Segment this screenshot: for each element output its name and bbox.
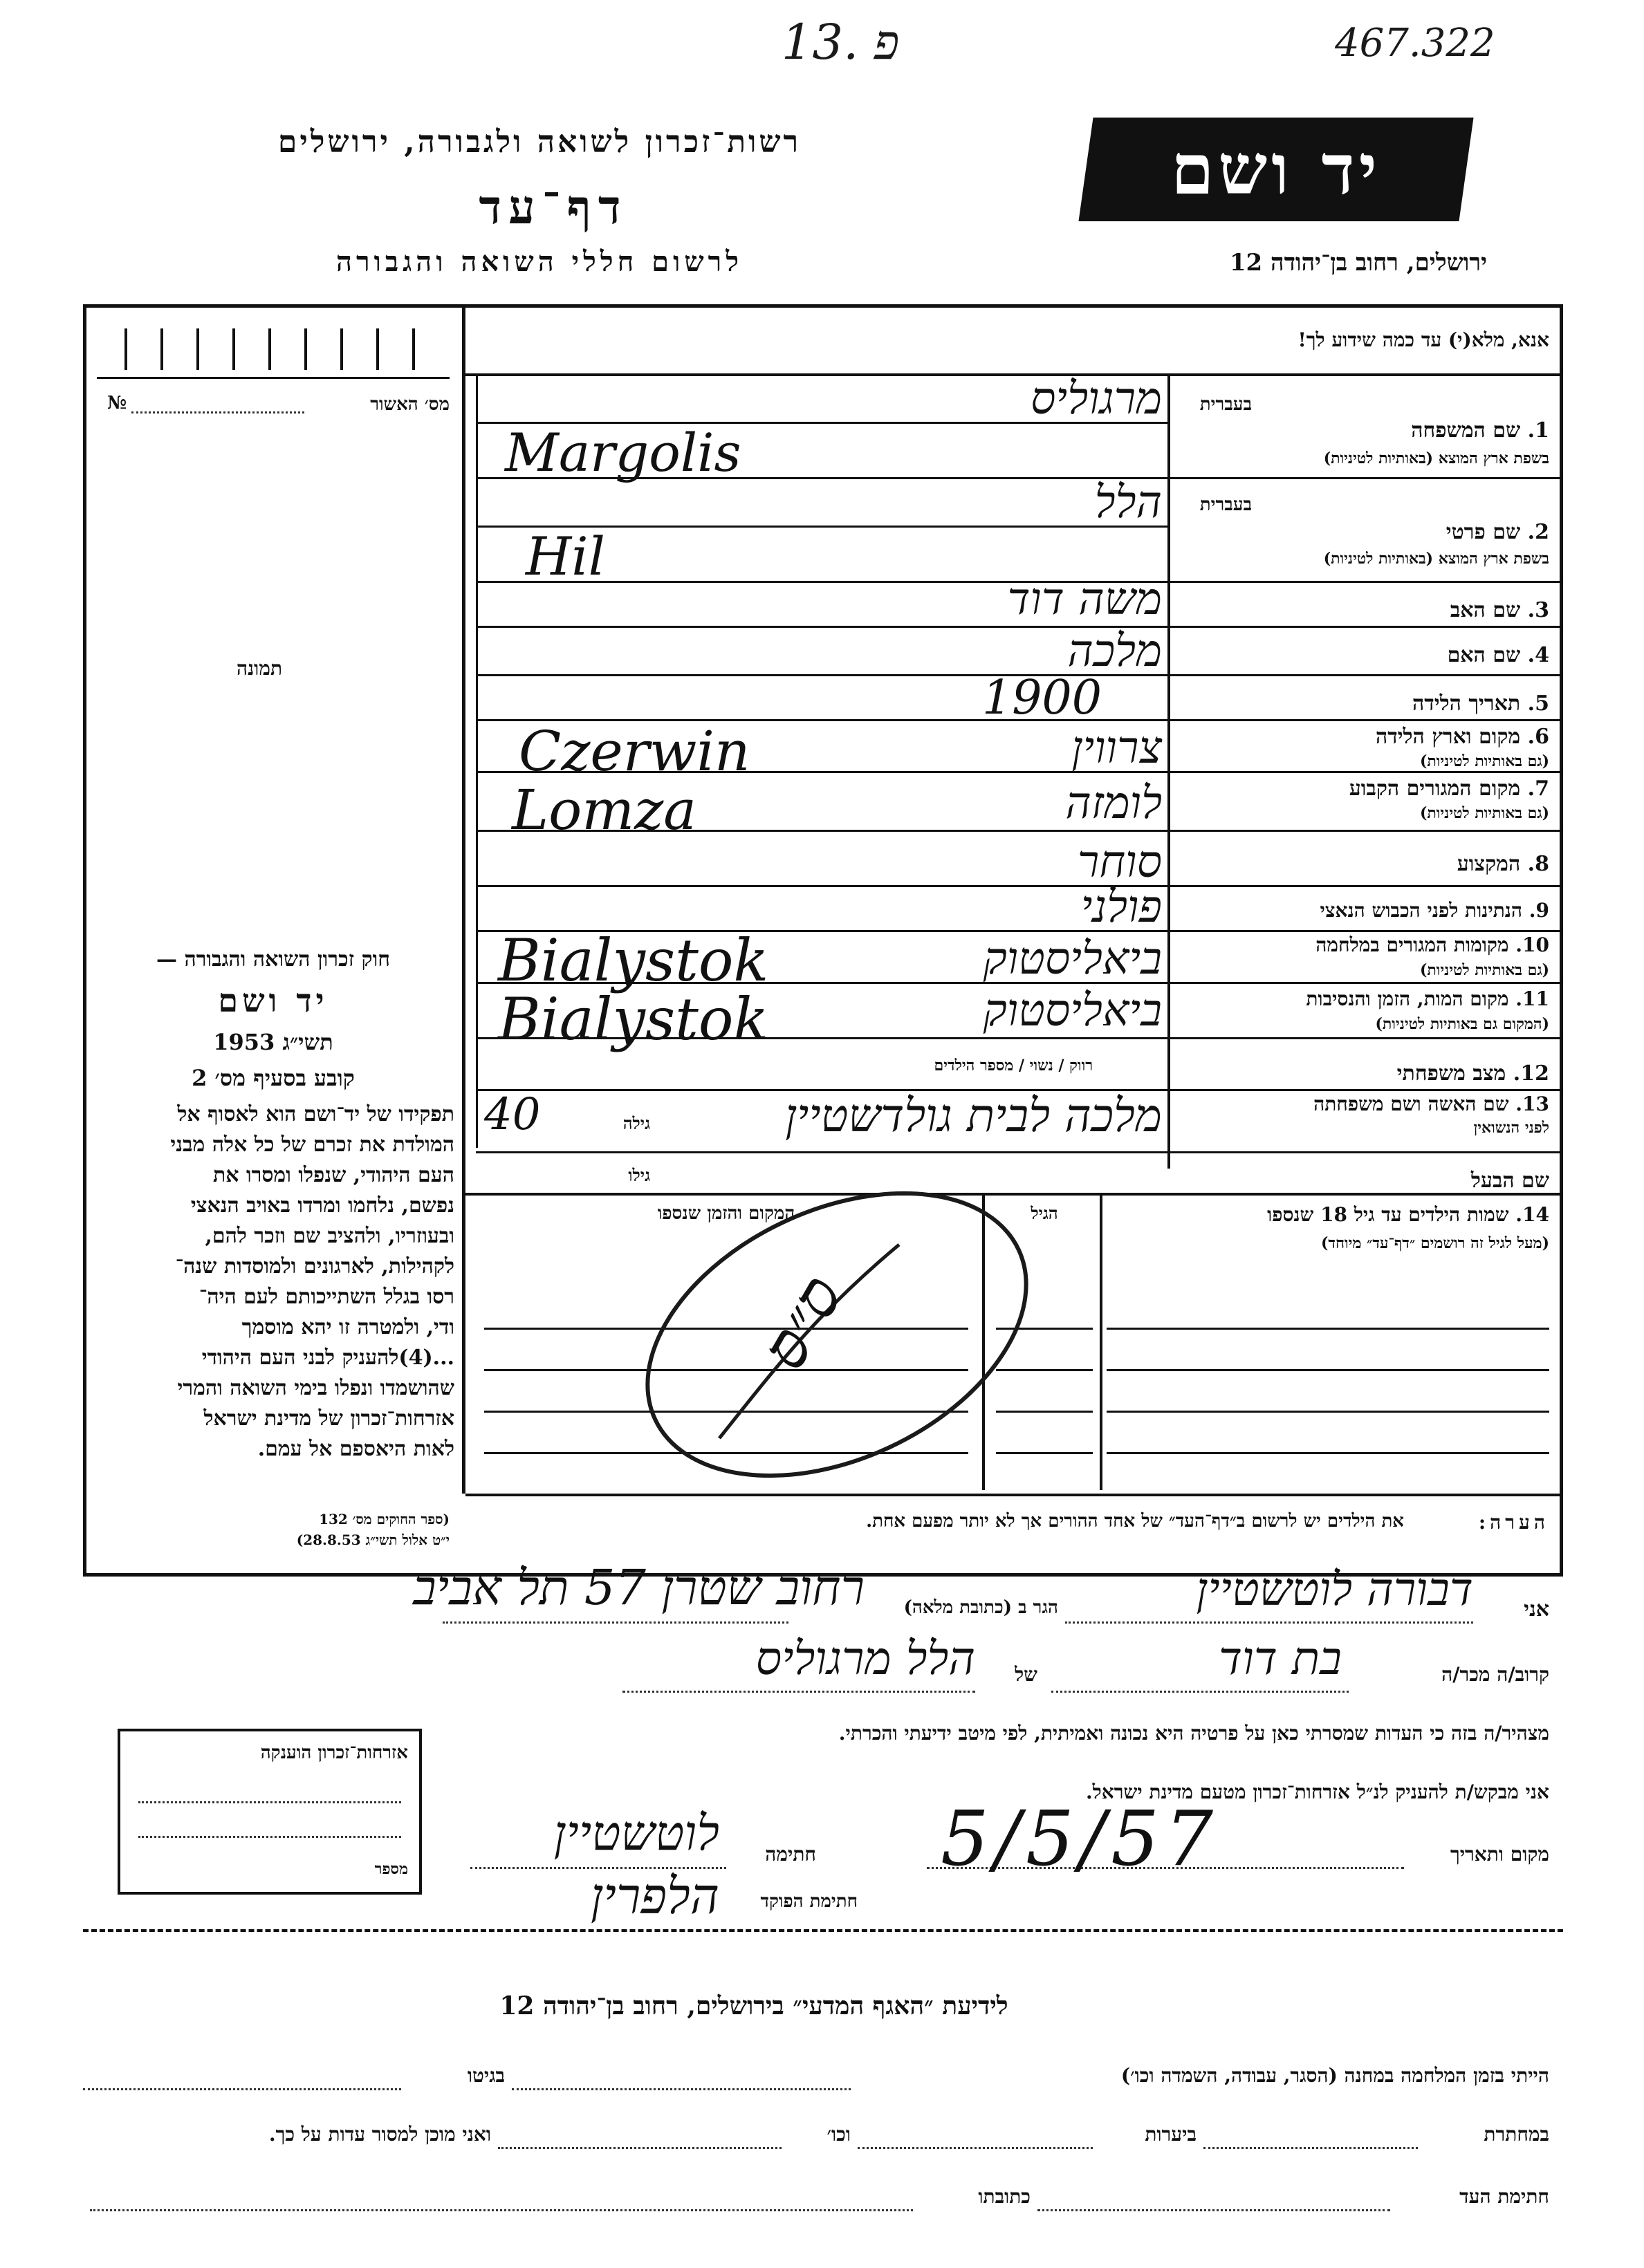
certificate-label: אזרחות־זכרון הוענקה — [260, 1742, 408, 1763]
law-text-line: תפקידו של יד־ושם הוא לאסוף אל — [177, 1102, 454, 1126]
witness-residence-label: הגר ב (כתובת מלאה) — [903, 1597, 1058, 1618]
field-sub-war-residence: (גם באותיות לטיניות) — [1419, 961, 1549, 979]
hw-witness-address: רחוב שטרן 57 תל אביב — [413, 1559, 865, 1616]
certificate-number-label: מספר — [374, 1860, 408, 1878]
hw-death-latin: Bialystok — [498, 985, 769, 1053]
relation-line — [1051, 1691, 1349, 1693]
note-text: את הילדים יש לרשום ב״דף־העד״ של אחד ההורים אך לא יותר מפעם אחת. — [866, 1511, 1404, 1532]
officer-signature-label: חתימת הפוקד — [760, 1891, 858, 1912]
hw-residence-latin: Lomza — [512, 778, 696, 842]
law-reference-2: י״ט אלול תשי״ג 28.8.53) — [296, 1532, 450, 1548]
archive-folio-mark: 13. פ — [782, 14, 900, 71]
husband-age-label: גילו — [628, 1165, 650, 1185]
footer-dashed-divider — [83, 1929, 1563, 1932]
hw-birth-place-hebrew: צרווין — [1071, 723, 1162, 774]
law-text-line: רסו בגלל השתייכותם לעם היה־ — [198, 1285, 454, 1309]
left-column-divider — [462, 304, 465, 1494]
org-line: רשות־זכרון לשואה ולגבורה, ירושלים — [277, 124, 802, 160]
marital-options: רווק / נשוי / מספר הילדים — [934, 1057, 1093, 1075]
hw-birth-place-latin: Czerwin — [519, 719, 750, 783]
law-clause: קובע בסעיף מס׳ 2 — [192, 1065, 355, 1091]
hw-crossout-mark: ס״ס — [747, 1263, 858, 1382]
in-hebrew-label-2: בעברית — [1199, 494, 1252, 515]
request-text: אני מבקש/ת להעניק לנ״ל אזרחות־זכרון מטעם מדינת ישראל. — [1085, 1781, 1549, 1803]
field-sub-death: (המקום גם באותיות לטיניות) — [1375, 1015, 1549, 1033]
field-sub-surname: בשפת ארץ המוצא (באותיות לטיניות) — [1323, 449, 1549, 467]
footer-line1-camp: הייתי בזמן המלחמה במחנה (הסגר, עבודה, השמדה וכו׳) — [1120, 2064, 1549, 2087]
footer-line2-underground: במחתרת — [1484, 2123, 1549, 2146]
logo-address: ירושלים, רחוב בן־יהודה 12 — [1229, 249, 1487, 277]
hw-death-hebrew: ביאליסטוק — [983, 985, 1162, 1037]
field-label-war-residence: 10. מקומות המגורים במלחמה — [1315, 933, 1549, 956]
law-text-line: לאות היאספם אל עמם. — [257, 1437, 454, 1461]
law-text-line: נפשם, נלחמו ומרדו באויב הנאצי — [190, 1193, 454, 1218]
form-title: דף־עד — [479, 180, 628, 235]
q14-sub: (מעל לגיל זה רושמים ״דף־עד״ מיוחד) — [1320, 1234, 1549, 1252]
hw-relation: בת דוד — [1218, 1632, 1342, 1685]
archive-number-mark: 467.322 — [1335, 21, 1495, 66]
law-text-line: ודי, ולמטרה זו יהא מוסמך — [241, 1315, 454, 1339]
law-text-line: לקהילות, לארגונים ולמוסדות שנה־ — [175, 1254, 454, 1279]
footer-line1-ghetto: בגיטו — [467, 2064, 505, 2087]
approval-number-label: מס׳ האשור — [370, 394, 450, 415]
law-text — [91, 1099, 454, 1465]
hw-first-latin: Hil — [526, 526, 605, 587]
col-age-header: הגיל — [1031, 1203, 1058, 1223]
hw-wife: מלכה לבית גולדשטיין — [785, 1089, 1162, 1142]
hw-surname-latin: Margolis — [505, 422, 741, 483]
field-sub-first-name: בשפת ארץ המוצא (באותיות לטיניות) — [1323, 550, 1549, 568]
photo-label: תמונה — [236, 657, 283, 680]
field-label-surname: 1. שם המשפחה — [1411, 418, 1549, 443]
law-reference-1: (ספר החוקים מס׳ 132 — [319, 1511, 450, 1527]
law-text-line: שהושמדו ונפלו בימי השואה והמרי — [177, 1376, 454, 1400]
field-label-residence: 7. מקום המגורים הקבוע — [1349, 777, 1549, 801]
q14-label: 14. שמות הילדים עד גיל 18 שנספו — [1267, 1203, 1549, 1226]
footer-line3-signature: חתימת העד — [1459, 2185, 1549, 2208]
law-text-line: העם היהודי, שנפלו ומסרו את — [212, 1163, 454, 1187]
field-label-marital: 12. מצב משפחתי — [1396, 1061, 1549, 1086]
field-label-birth-date: 5. תאריך הלידה — [1412, 691, 1549, 716]
hw-date: 5/5/57 — [941, 1794, 1219, 1883]
field-sub-residence: (גם באותיות לטיניות) — [1419, 804, 1549, 822]
husband-label: שם הבעל — [1470, 1169, 1549, 1193]
hw-father: משה דוד — [1007, 574, 1162, 625]
form-intro: אנא, מלא(י) עד כמה שידוע לך! — [1297, 328, 1549, 351]
field-label-citizenship: 9. הנתינות לפני הכבוש הנאצי — [1320, 899, 1549, 922]
law-year: תשי״ג 1953 — [213, 1029, 333, 1055]
declaration-text: מצהיר/ה בזה כי העדות שמסרתי כאן על פרטיה היא נכונה ואמיתית, לפי מיטב ידיעתי והכרתי. — [838, 1722, 1549, 1745]
footer-line2-etc: וכו׳ — [826, 2123, 851, 2146]
in-hebrew-label-1: בעברית — [1199, 394, 1252, 415]
law-title: חוק זכרון השואה והגבורה — — [156, 947, 390, 972]
field-label-father: 3. שם האב — [1450, 598, 1549, 622]
hw-war-place-latin: Bialystok — [498, 927, 769, 994]
field-sub-birth-place: (גם באותיות לטיניות) — [1419, 752, 1549, 770]
footer-line2-willing: ואני מוכן למסור עדות על כך. — [268, 2123, 491, 2146]
field-sub-wife: לפני הנשואין — [1473, 1119, 1549, 1137]
witness-i-label: אני — [1524, 1597, 1549, 1621]
relative-label: קרוב/ה מכר/ה — [1441, 1663, 1549, 1686]
hw-residence-hebrew: לומזה — [1065, 778, 1162, 829]
footer-line3-address: כתובתו — [978, 2185, 1031, 2208]
value-area-inner-rule — [476, 373, 478, 1148]
hw-mother: מלכה — [1067, 626, 1162, 677]
of-name-line — [622, 1691, 975, 1693]
field-label-mother: 4. שם האם — [1447, 643, 1549, 667]
signature-label: חתימה — [765, 1843, 816, 1866]
field-label-profession: 8. המקצוע — [1457, 852, 1549, 876]
field-label-birth-place: 6. מקום וארץ הלידה — [1375, 725, 1549, 749]
hw-relation-of: הלל מרגוליס — [755, 1632, 975, 1685]
note-label: הערה: — [1478, 1511, 1549, 1534]
wife-age-label: גילה — [622, 1113, 650, 1133]
law-text-line: ובעוזריו, ולהציב שם וזכר להם, — [205, 1224, 454, 1248]
hw-war-place-hebrew: ביאליסטוק — [983, 933, 1162, 985]
hw-first-hebrew: הלל — [1094, 477, 1162, 528]
witness-address-line — [443, 1621, 788, 1624]
place-date-label: מקום ותאריך — [1450, 1843, 1549, 1866]
yad-vashem-logo: יד ושם — [1078, 118, 1473, 221]
footer-line2-forests: ביערות — [1145, 2123, 1197, 2146]
col-place-time-header: המקום והזמן שנספו — [657, 1203, 795, 1224]
approval-number-mark: № — [107, 393, 127, 413]
field-label-first-name: 2. שם פרטי — [1446, 520, 1549, 544]
law-text-line: אזרחות־זכרון של מדינת ישראל — [203, 1406, 454, 1431]
witness-name-line — [1065, 1621, 1473, 1624]
hw-witness-name: דבורה לוטשטיין — [1196, 1563, 1473, 1616]
form-subtitle: לרשום חללי השואה והגבורה — [335, 245, 744, 278]
hw-officer-signature: הלפרין — [590, 1867, 719, 1925]
field-label-death: 11. מקום המות, הזמן והנסיבות — [1306, 987, 1549, 1010]
barcode-box — [97, 322, 450, 379]
hw-signature: לוטשטיין — [553, 1805, 719, 1861]
law-name: יד ושם — [218, 982, 329, 1019]
hw-surname-hebrew: מרגוליס — [1031, 373, 1162, 425]
hw-profession: סוחר — [1077, 837, 1162, 888]
of-label: של — [1015, 1663, 1037, 1686]
approval-number-field — [131, 411, 304, 413]
field-label-wife: 13. שם האשה ושם משפחתה — [1313, 1093, 1549, 1115]
law-text-line: ...(4)להעניק לבני העם היהודי — [201, 1346, 454, 1370]
hw-wife-age: 40 — [484, 1089, 541, 1140]
footer-notice: לידיעת ״האגף המדעי״ בירושלים, רחוב בן־יהודה 12 — [499, 1991, 1008, 2020]
hw-citizenship: פולני — [1080, 882, 1162, 933]
hw-birth-date: 1900 — [982, 671, 1102, 725]
law-text-line: המולדת את זכרם של כל אלה מבני — [170, 1133, 454, 1157]
